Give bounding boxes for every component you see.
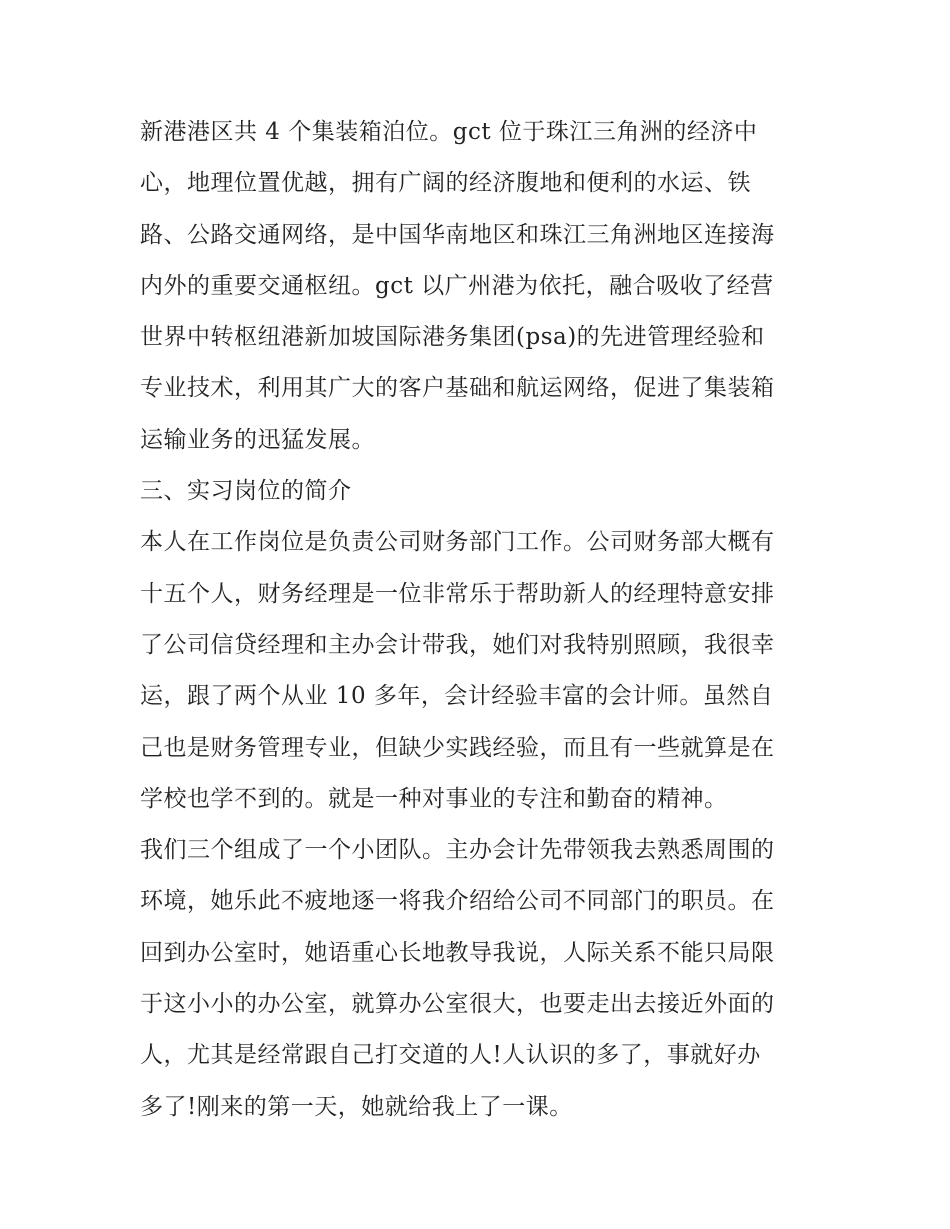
section-heading: 三、实习岗位的简介 (140, 478, 352, 505)
text-line: 回到办公室时，她语重心长地教导我说，人际关系不能只局限 (140, 939, 775, 966)
text-line: 专业技术，利用其广大的客户基础和航运网络，促进了集装箱 (140, 375, 775, 402)
text-line: 运，跟了两个从业 10 多年，会计经验丰富的会计师。虽然自 (140, 683, 774, 710)
text-line: 本人在工作岗位是负责公司财务部门工作。公司财务部大概有 (140, 529, 775, 556)
text-line: 多了!刚来的第一天，她就给我上了一课。 (140, 1093, 573, 1120)
document-body (140, 107, 820, 1133)
text-line: 学校也学不到的。就是一种对事业的专注和勤奋的精神。 (140, 785, 728, 812)
text-line: 我们三个组成了一个小团队。主办会计先带领我去熟悉周围的 (140, 837, 775, 864)
text-line: 世界中转枢纽港新加坡国际港务集团(psa)的先进管理经验和 (140, 324, 765, 351)
text-line: 了公司信贷经理和主办会计带我，她们对我特别照顾，我很幸 (140, 631, 775, 658)
text-line: 路、公路交通网络，是中国华南地区和珠江三角洲地区连接海 (140, 221, 775, 248)
text-line: 内外的重要交通枢纽。gct 以广州港为依托，融合吸收了经营 (140, 272, 774, 299)
text-line: 新港港区共 4 个集装箱泊位。gct 位于珠江三角洲的经济中 (140, 119, 758, 145)
text-line: 环境，她乐此不疲地逐一将我介绍给公司不同部门的职员。在 (140, 888, 775, 915)
text-line: 心，地理位置优越，拥有广阔的经济腹地和便利的水运、铁 (140, 170, 751, 197)
text-line: 人，尤其是经常跟自己打交道的人!人认识的多了，事就好办 (140, 1042, 761, 1069)
text-line: 于这小小的办公室，就算办公室很大，也要走出去接近外面的 (140, 991, 775, 1018)
text-line: 运输业务的迅猛发展。 (140, 426, 375, 453)
text-line: 己也是财务管理专业，但缺少实践经验，而且有一些就算是在 (140, 734, 775, 761)
text-line: 十五个人，财务经理是一位非常乐于帮助新人的经理特意安排 (140, 580, 775, 607)
